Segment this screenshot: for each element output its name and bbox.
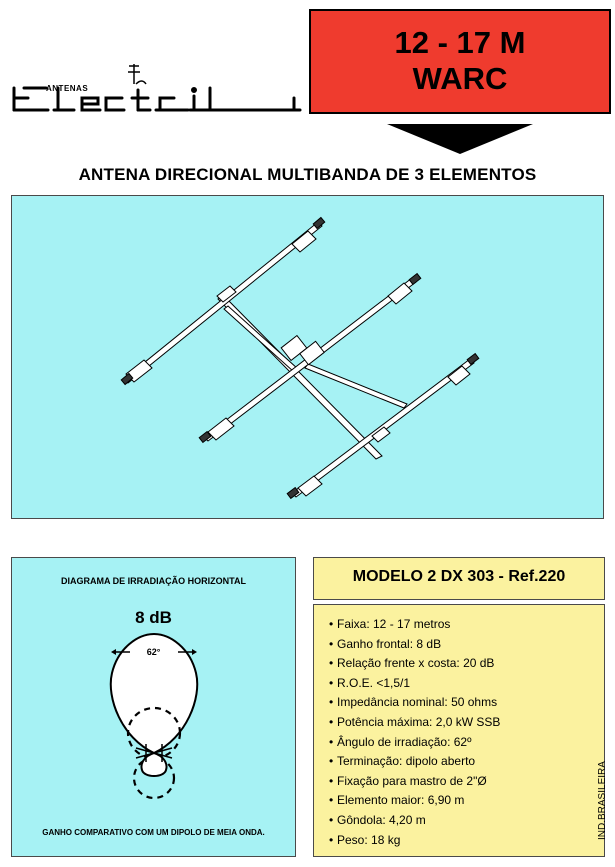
spec-item: • Gôndola: 4,20 m <box>329 812 426 827</box>
spec-item: • Elemento maior: 6,90 m <box>329 793 465 808</box>
radiation-caption: GANHO COMPARATIVO COM UM DIPOLO DE MEIA ONDA. <box>42 828 265 837</box>
radiation-pattern <box>12 628 297 828</box>
spec-item: • Ganho frontal: 8 dB <box>329 636 442 651</box>
band-title-box <box>309 9 611 114</box>
model-title: MODELO 2 DX 303 - Ref.220 <box>352 568 566 585</box>
brand-logo-graphic <box>10 60 310 130</box>
origin-label: IND.BRASILEIRA <box>597 761 608 840</box>
specs-panel <box>313 604 605 857</box>
antenna-drawing <box>12 196 605 520</box>
radiation-angle-label: 62° <box>146 647 161 657</box>
radiation-diagram-panel <box>11 557 296 857</box>
radiation-diagram-title: DIAGRAMA DE IRRADIAÇÃO HORIZONTAL <box>61 576 246 586</box>
element-director <box>287 354 479 499</box>
spec-item: • Faixa: 12 - 17 metros <box>329 617 451 631</box>
model-title-box <box>313 557 605 600</box>
spec-item: • Ângulo de irradiação: 62º <box>329 734 472 749</box>
spec-item: • Terminação: dipolo aberto <box>329 754 476 769</box>
spec-item: • Impedância nominal: 50 ohms <box>329 695 498 710</box>
spec-item: • Relação frente x costa: 20 dB <box>329 656 495 671</box>
spec-item: • R.O.E. <1,5/1 <box>329 675 411 690</box>
antenna-drawing-panel <box>11 195 604 519</box>
brand-logo <box>10 60 310 130</box>
band-title: 12 - 17 M <box>394 25 526 60</box>
logo-small-text: ANTENAS <box>46 84 89 93</box>
element-rear <box>121 217 325 384</box>
spec-item: • Fixação para mastro de 2"Ø <box>329 773 487 788</box>
spec-item: • Potência máxima: 2,0 kW SSB <box>329 714 501 729</box>
spec-item: • Peso: 18 kg <box>329 832 401 847</box>
antenna-mast-icon <box>128 64 146 84</box>
down-arrow-icon <box>387 124 533 154</box>
band-name: WARC <box>412 61 508 96</box>
radiation-gain-label: 8 dB <box>135 608 172 627</box>
specs-list <box>329 615 604 850</box>
subtitle: ANTENA DIRECIONAL MULTIBANDA DE 3 ELEMENTOS <box>78 165 537 184</box>
